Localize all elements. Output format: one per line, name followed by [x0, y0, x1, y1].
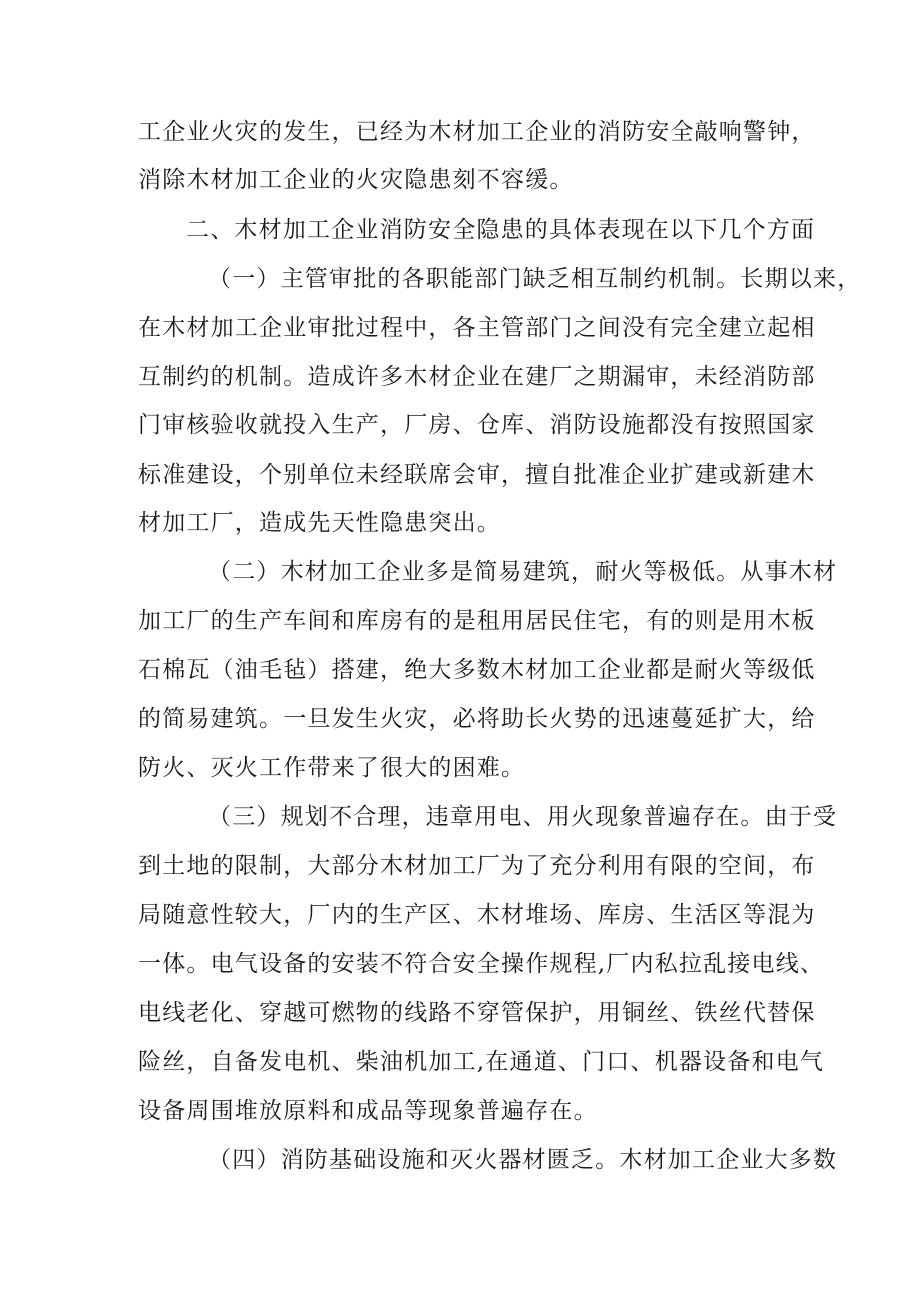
paragraph-line: 门审核验收就投入生产，厂房、仓库、消防设施都没有按照国家 [138, 412, 816, 438]
paragraph-line: 一体。电气设备的安装不符合安全操作规程,厂内私拉乱接电线、 [138, 951, 825, 977]
paragraph-line: 互制约的机制。造成许多木材企业在建厂之期漏审，未经消防部 [138, 364, 816, 390]
paragraph-line: （二）木材加工企业多是简易建筑，耐火等极低。从事木材 [208, 559, 838, 585]
paragraph-line: 的简易建筑。一旦发生火灾，必将助长火势的迅速蔓延扩大，给 [138, 706, 816, 732]
paragraph-line: 工企业火灾的发生，已经为木材加工企业的消防安全敲响警钟， [138, 119, 816, 145]
paragraph-line: 险丝，自备发电机、柴油机加工,在通道、门口、机器设备和电气 [138, 1049, 825, 1075]
paragraph-line: 局随意性较大，厂内的生产区、木材堆场、库房、生活区等混为 [138, 902, 816, 928]
paragraph-line: 消除木材加工企业的火灾隐患刻不容缓。 [138, 167, 574, 193]
paragraph-line: 标准建设，个别单位未经联席会审，擅自批准企业扩建或新建木 [138, 462, 816, 488]
paragraph-line: 防火、灭火工作带来了很大的困难。 [138, 755, 526, 781]
paragraph-line: 加工厂的生产车间和库房有的是租用居民住宅，有的则是用木板 [138, 608, 816, 634]
paragraph-line: 设备周围堆放原料和成品等现象普遍存在。 [138, 1098, 598, 1124]
paragraph-line: 石棉瓦（油毛毡）搭建，绝大多数木材加工企业都是耐火等级低 [138, 657, 816, 683]
paragraph-line: （四）消防基础设施和灭火器材匮乏。木材加工企业大多数 [208, 1147, 838, 1173]
paragraph-line: （一）主管审批的各职能部门缺乏相互制约机制。长期以来， [208, 266, 862, 292]
paragraph-line: 在木材加工企业审批过程中，各主管部门之间没有完全建立起相 [138, 315, 816, 341]
paragraph-line: （三）规划不合理，违章用电、用火现象普遍存在。由于受 [208, 804, 838, 830]
paragraph-line: 到土地的限制，大部分木材加工厂为了充分利用有限的空间，布 [138, 853, 816, 879]
paragraph-line: 电线老化、穿越可燃物的线路不穿管保护，用铜丝、铁丝代替保 [138, 1000, 816, 1026]
paragraph-line: 材加工厂，造成先天性隐患突出。 [138, 510, 501, 536]
section-heading: 二、木材加工企业消防安全隐患的具体表现在以下几个方面 [186, 217, 816, 243]
